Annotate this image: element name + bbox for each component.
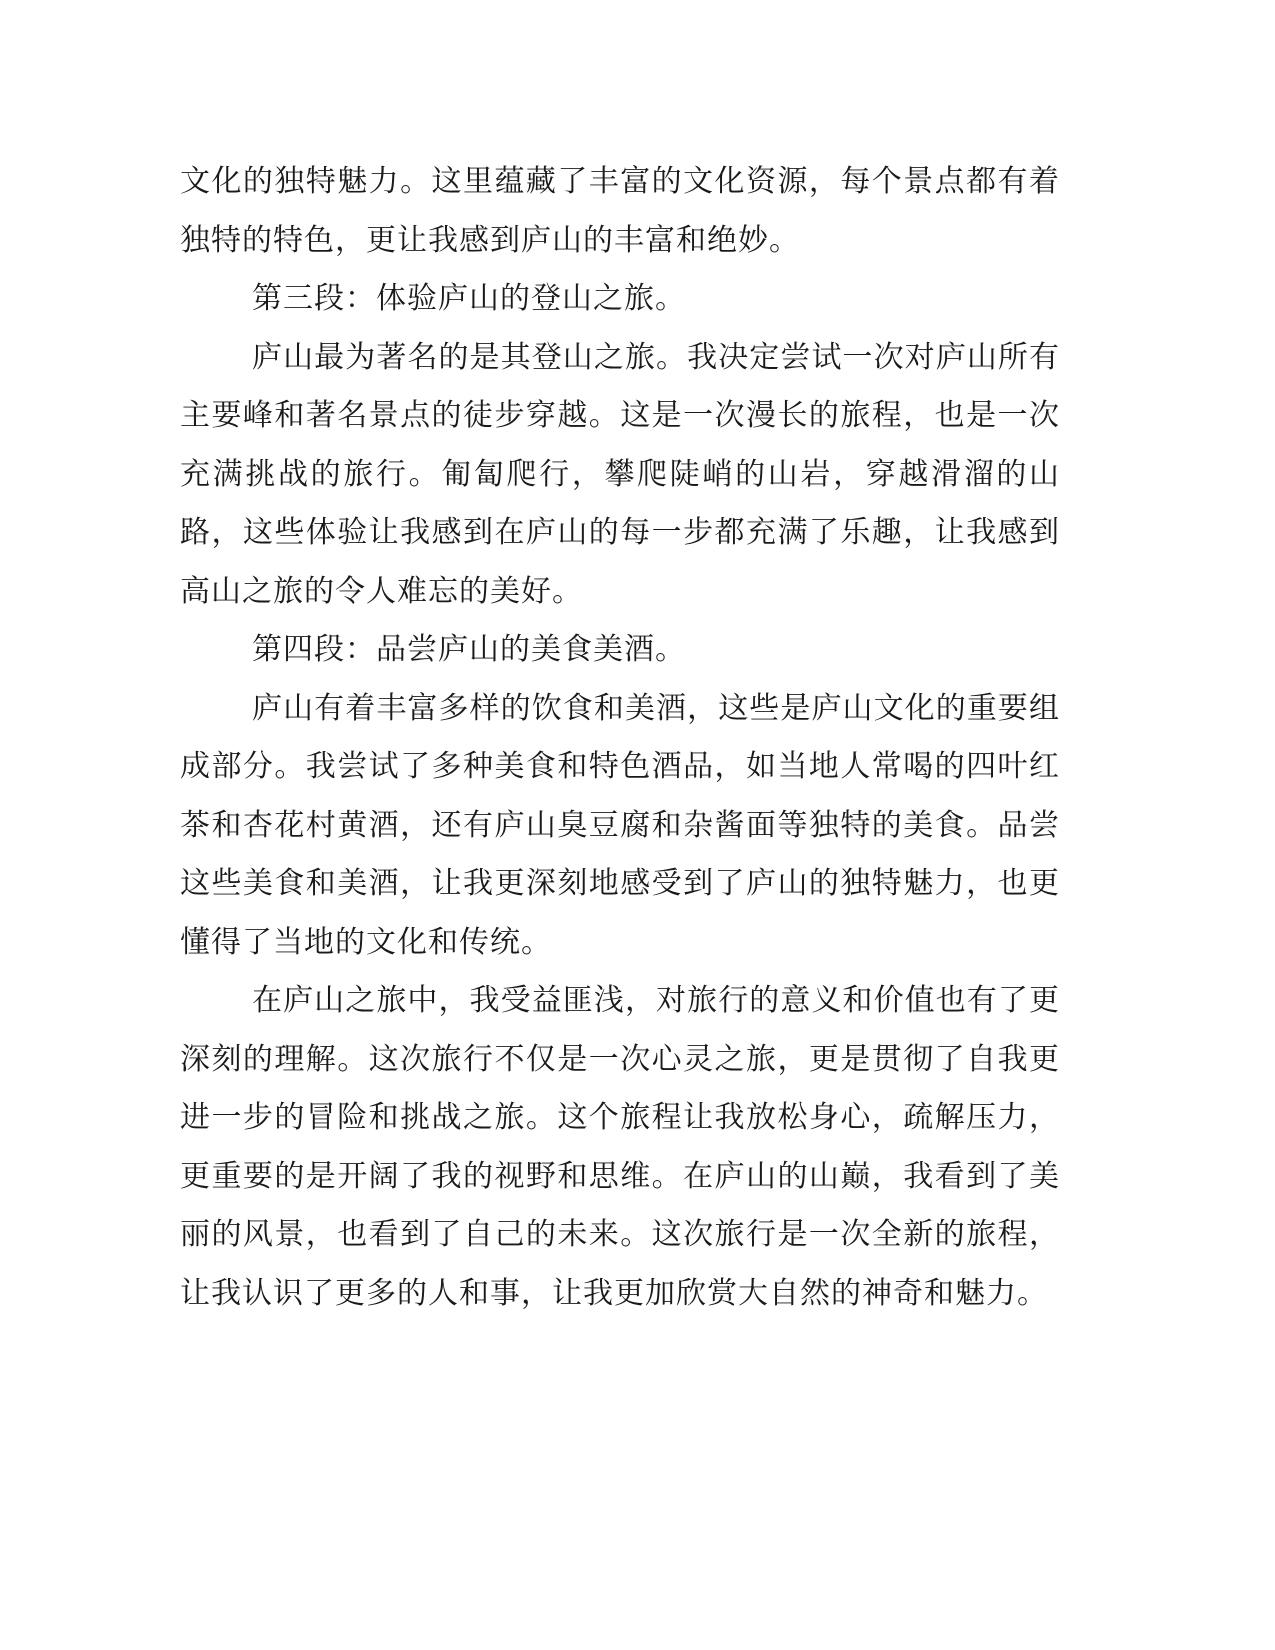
paragraph-conclusion: 在庐山之旅中，我受益匪浅，对旅行的意义和价值也有了更深刻的理解。这次旅行不仅是一次心灵之旅，更是贯彻了自我更进一步的冒险和挑战之旅。这个旅程让我放松身心，疏解压力，更重要的是开阔了我的视野和思维。在庐山的山巅，我看到了美丽的风景，也看到了自己的未来。这次旅行是一次全新的旅程，让我认识了更多的人和事，让我更加欣赏大自然的神奇和魅力。 [180, 983, 1060, 1311]
paragraph-hiking: 庐山最为著名的是其登山之旅。我决定尝试一次对庐山所有主要峰和著名景点的徒步穿越。这是一次漫长的旅程，也是一次充满挑战的旅行。匍匐爬行，攀爬陡峭的山岩，穿越滑溜的山路，这些体验让我感到在庐山的每一步都充满了乐趣，让我感到高山之旅的令人难忘的美好。 [180, 339, 1060, 609]
document-body [180, 153, 1060, 1323]
paragraph-continuation: 文化的独特魅力。这里蕴藏了丰富的文化资源，每个景点都有着独特的特色，更让我感到庐山的丰富和绝妙。 [180, 164, 1060, 258]
paragraph-food: 庐山有着丰富多样的饮食和美酒，这些是庐山文化的重要组成部分。我尝试了多种美食和特色酒品，如当地人常喝的四叶红茶和杏花村黄酒，还有庐山臭豆腐和杂酱面等独特的美食。品尝这些美食和美酒，让我更深刻地感受到了庐山的独特魅力，也更懂得了当地的文化和传统。 [180, 690, 1060, 960]
section-heading-4: 第四段：品尝庐山的美食美酒。 [252, 632, 686, 667]
section-heading-3: 第三段：体验庐山的登山之旅。 [252, 281, 686, 316]
